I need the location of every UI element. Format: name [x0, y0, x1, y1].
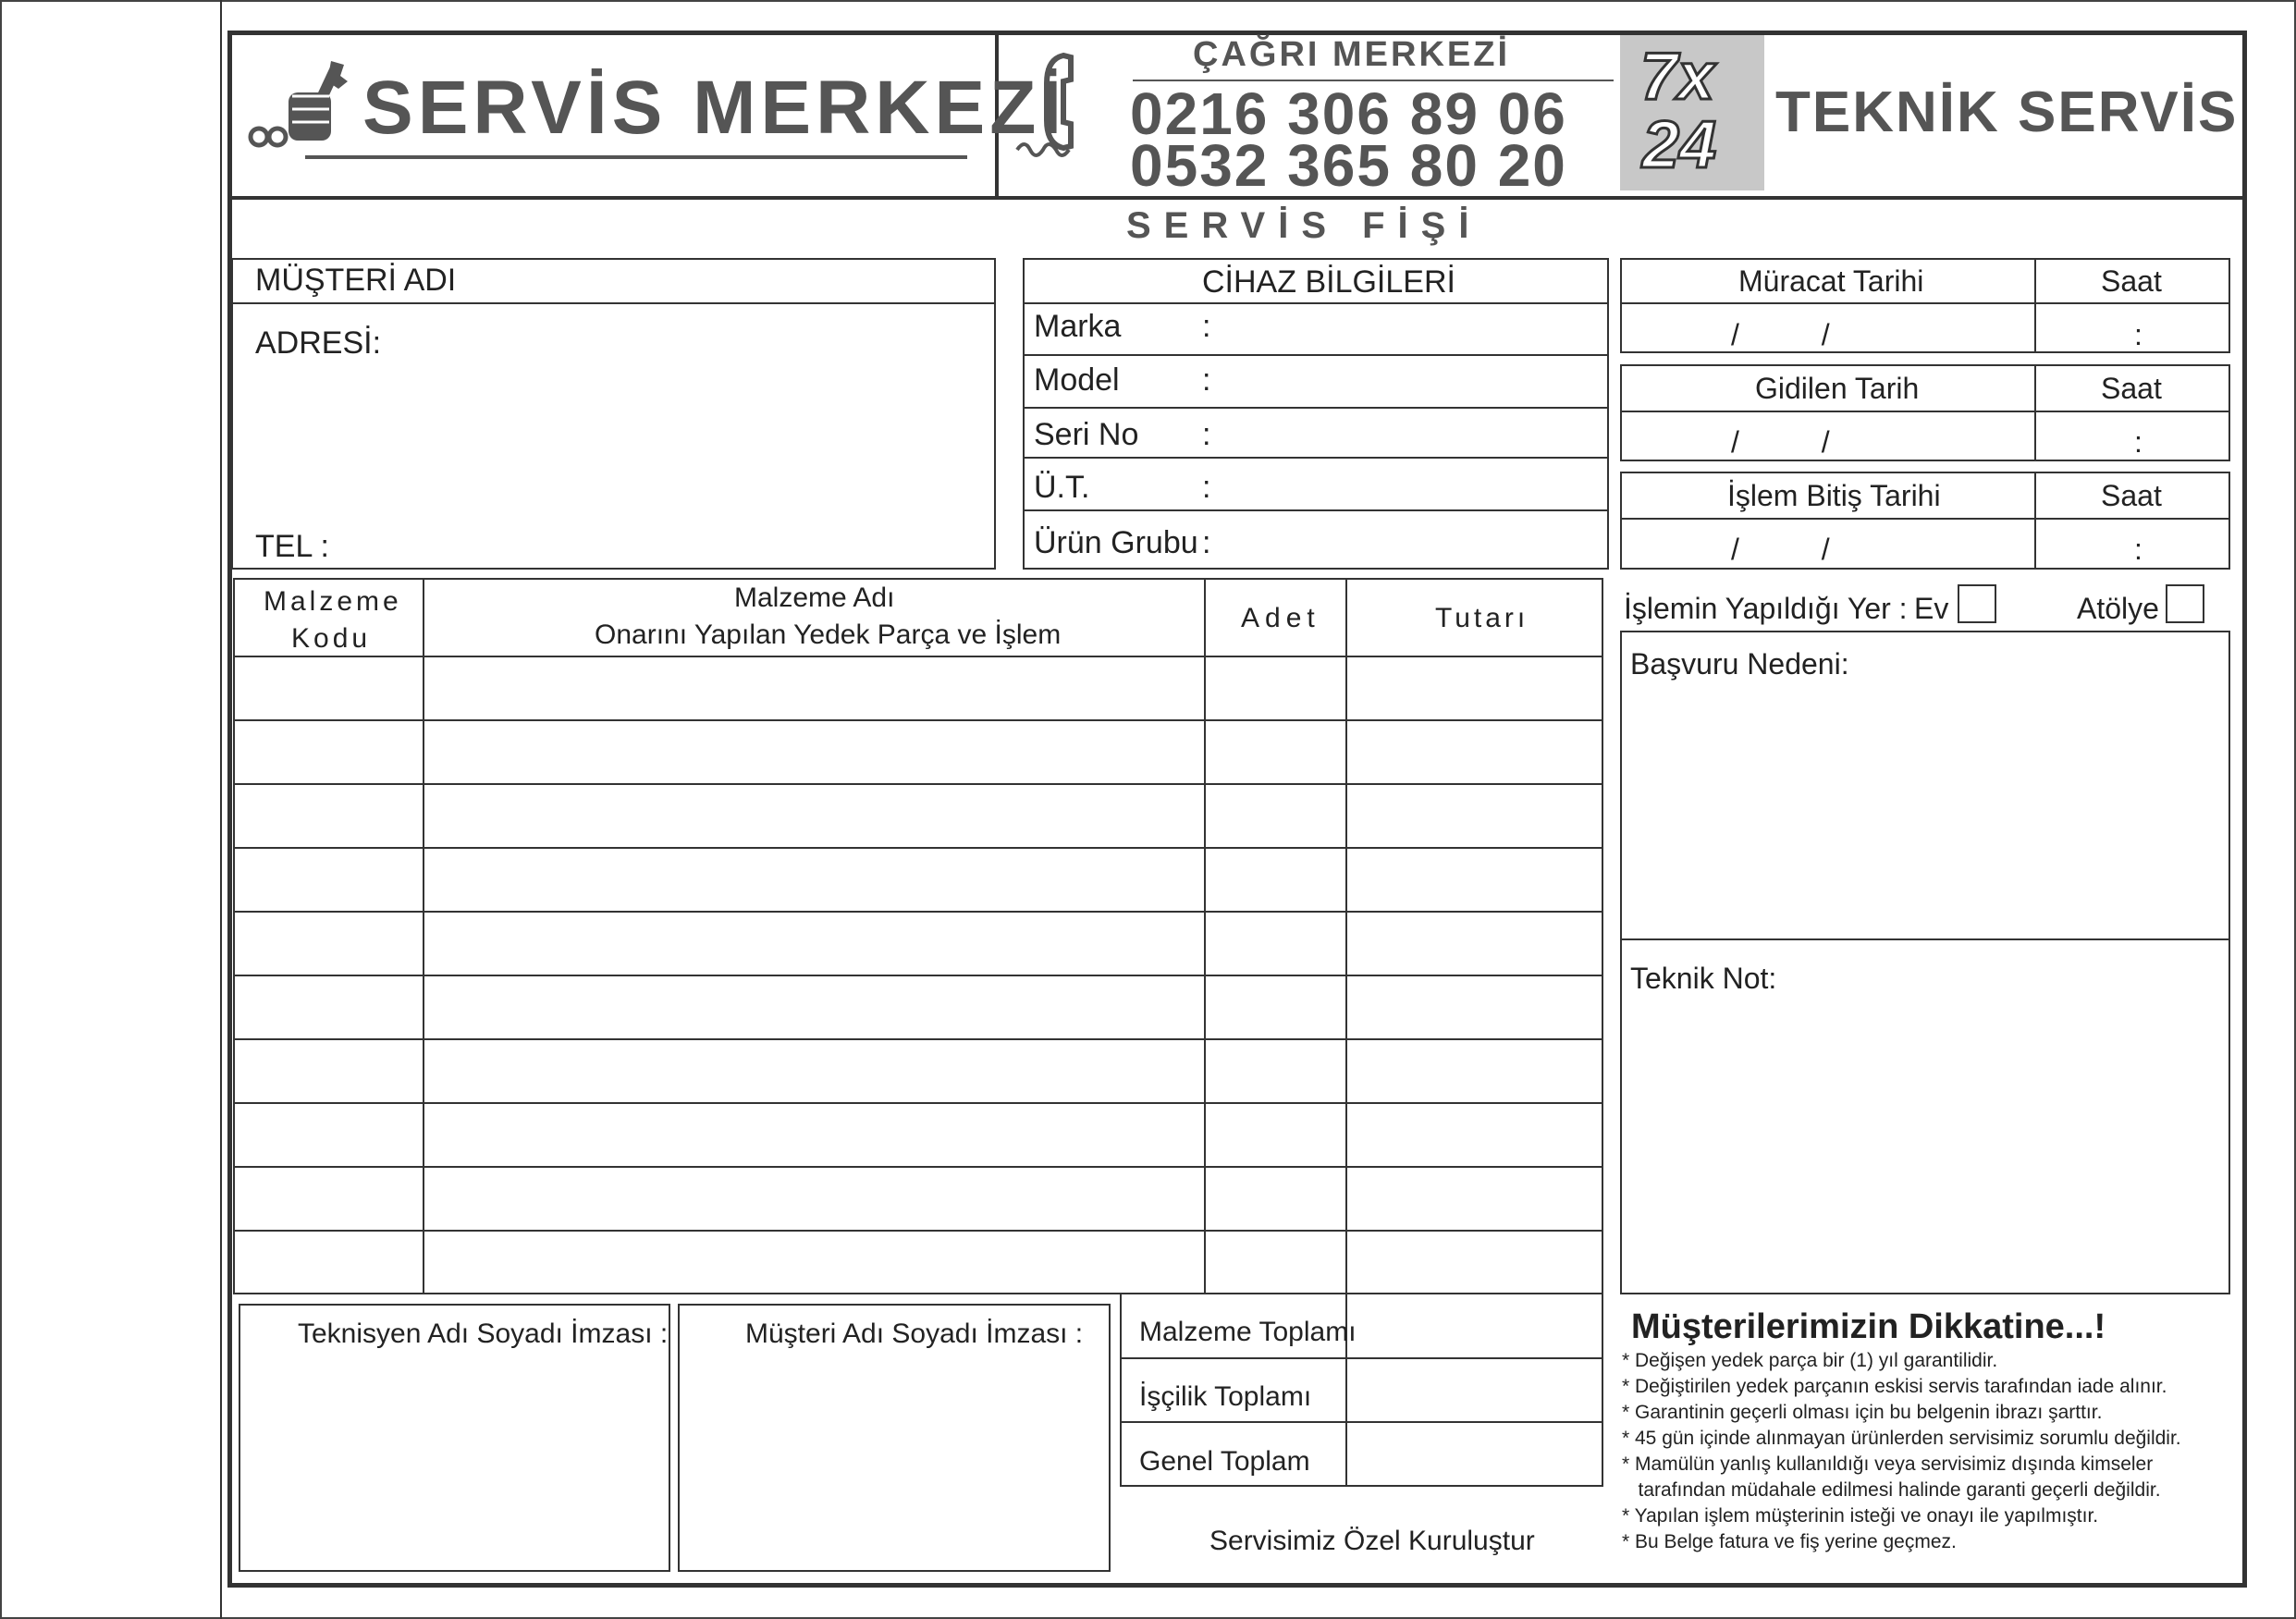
parts-col-divider	[423, 578, 424, 1294]
device-row-line	[1023, 457, 1609, 459]
date-label-visit: Gidilen Tarih	[1755, 372, 1920, 405]
notice-line: * Mamülün yanlış kullanıldığı veya servisimiz dışında kimseler	[1622, 1453, 2154, 1475]
device-box	[1023, 258, 1609, 570]
notice-line: * Bu Belge fatura ve fiş yerine geçmez.	[1622, 1531, 1957, 1552]
brand-title: SERVİS MERKEZİ	[362, 66, 1067, 150]
home-checkbox[interactable]	[1958, 584, 1996, 623]
totals-row-line	[1120, 1357, 1603, 1359]
total-labor-label: İşçilik Toplamı	[1139, 1381, 1312, 1412]
device-title-line	[1023, 302, 1609, 304]
table-row	[233, 1038, 1603, 1040]
location-option-home: Ev	[1914, 592, 1949, 625]
date-box-divider	[2034, 364, 2036, 461]
badge-top: 7x	[1640, 40, 1715, 114]
call-center-label: ÇAĞRI MERKEZİ	[1193, 35, 1510, 74]
parts-col-divider	[1345, 578, 1347, 1294]
notes-divider	[1620, 938, 2230, 940]
table-row	[233, 1166, 1603, 1168]
device-field-sep: :	[1202, 525, 1211, 560]
device-row-line	[1023, 509, 1609, 511]
customer-signature-label: Müşteri Adı Soyadı İmzası :	[745, 1319, 1084, 1349]
table-row	[233, 719, 1603, 721]
table-row	[233, 656, 1603, 657]
date-box-line	[1620, 302, 2230, 304]
date-box-line	[1620, 518, 2230, 520]
notice-line: * Değiştirilen yedek parçanın eskisi servis tarafından iade alınır.	[1622, 1376, 2167, 1397]
customer-box	[231, 258, 996, 570]
workshop-checkbox[interactable]	[2166, 584, 2204, 623]
time-placeholder: :	[2134, 533, 2143, 566]
time-placeholder: :	[2134, 425, 2143, 459]
date-placeholder: / /	[1731, 318, 1830, 351]
col-header-qty: Adet	[1241, 603, 1320, 633]
badge-bottom: 24	[1642, 108, 1717, 182]
location-option-workshop: Atölye	[2077, 592, 2159, 625]
col-header-name-2: Onarını Yapılan Yedek Parça ve İşlem	[595, 619, 1062, 650]
parts-col-divider	[1204, 578, 1206, 1294]
device-field-sep: :	[1202, 470, 1211, 505]
total-material-label: Malzeme Toplamı	[1139, 1317, 1357, 1347]
time-label: Saat	[2101, 479, 2162, 512]
table-row	[233, 911, 1603, 913]
time-placeholder: :	[2134, 318, 2143, 351]
col-header-code: Malzeme	[264, 586, 402, 617]
col-header-amount: Tutarı	[1435, 603, 1529, 633]
device-field-group: Ürün Grubu	[1034, 525, 1198, 560]
device-field-serial: Seri No	[1034, 417, 1139, 452]
customer-address-label: ADRESİ:	[255, 325, 382, 361]
device-field-sep: :	[1202, 362, 1211, 398]
time-label: Saat	[2101, 372, 2162, 405]
notice-line: * Garantinin geçerli olması için bu belgenin ibrazı şarttır.	[1622, 1402, 2103, 1423]
customer-name-label: MÜŞTERİ ADI	[255, 263, 457, 298]
phone-icon	[1008, 48, 1119, 178]
form-title: SERVİS FİŞİ	[1126, 205, 1482, 246]
customer-tel-label: TEL :	[255, 529, 329, 564]
7x24-badge	[1620, 35, 1764, 190]
date-box-divider	[2034, 258, 2036, 353]
device-title: CİHAZ BİLGİLERİ	[1202, 264, 1455, 300]
table-row	[233, 1230, 1603, 1232]
notice-line: * Değişen yedek parça bir (1) yıl garantilidir.	[1622, 1350, 1998, 1371]
time-label: Saat	[2101, 264, 2162, 298]
technician-signature-label: Teknisyen Adı Soyadı İmzası :	[298, 1319, 669, 1349]
phone-number-2: 0532 365 80 20	[1130, 132, 1567, 199]
binding-margin-line	[220, 0, 222, 1619]
device-field-brand: Marka	[1034, 309, 1122, 344]
col-header-name: Malzeme Adı	[734, 583, 895, 613]
date-placeholder: / /	[1731, 425, 1830, 459]
device-field-sep: :	[1202, 309, 1211, 344]
table-row	[233, 847, 1603, 849]
date-box-divider	[2034, 472, 2036, 570]
technical-note-label: Teknik Not:	[1630, 962, 1777, 995]
date-placeholder: / /	[1731, 533, 1830, 566]
table-row	[233, 1102, 1603, 1104]
reason-label: Başvuru Nedeni:	[1630, 647, 1849, 681]
device-field-model: Model	[1034, 362, 1120, 398]
brand-underline	[305, 155, 967, 159]
device-field-sep: :	[1202, 417, 1211, 452]
wrench-fist-icon	[242, 55, 353, 157]
tagline: TEKNİK SERVİS	[1775, 80, 2239, 144]
notice-line: * Yapılan işlem müşterinin isteği ve onayı ile yapılmıştır.	[1622, 1505, 2099, 1527]
table-row	[233, 975, 1603, 976]
date-box-line	[1620, 411, 2230, 412]
date-label-completion: İşlem Bitiş Tarihi	[1727, 479, 1941, 512]
notice-title: Müşterilerimizin Dikkatine...!	[1631, 1307, 2106, 1346]
total-grand-label: Genel Toplam	[1139, 1446, 1310, 1477]
device-row-line	[1023, 354, 1609, 356]
col-header-code-2: Kodu	[291, 623, 372, 654]
location-label: İşlemin Yapıldığı Yer :	[1624, 592, 1908, 625]
footer-note: Servisimiz Özel Kuruluştur	[1209, 1526, 1535, 1556]
notice-line: * 45 gün içinde alınmayan ürünlerden servisimiz sorumlu değildir.	[1622, 1428, 2181, 1449]
totals-row-line	[1120, 1421, 1603, 1423]
table-row	[233, 783, 1603, 785]
customer-name-line	[231, 302, 996, 304]
date-label-application: Müracat Tarihi	[1738, 264, 1924, 298]
parts-table	[233, 578, 1603, 1294]
phone-number-1: 0216 306 89 06	[1130, 80, 1567, 147]
device-row-line	[1023, 407, 1609, 409]
device-field-ut: Ü.T.	[1034, 470, 1090, 505]
notice-line: tarafından müdahale edilmesi halinde garanti geçerli değildir.	[1622, 1479, 2161, 1501]
